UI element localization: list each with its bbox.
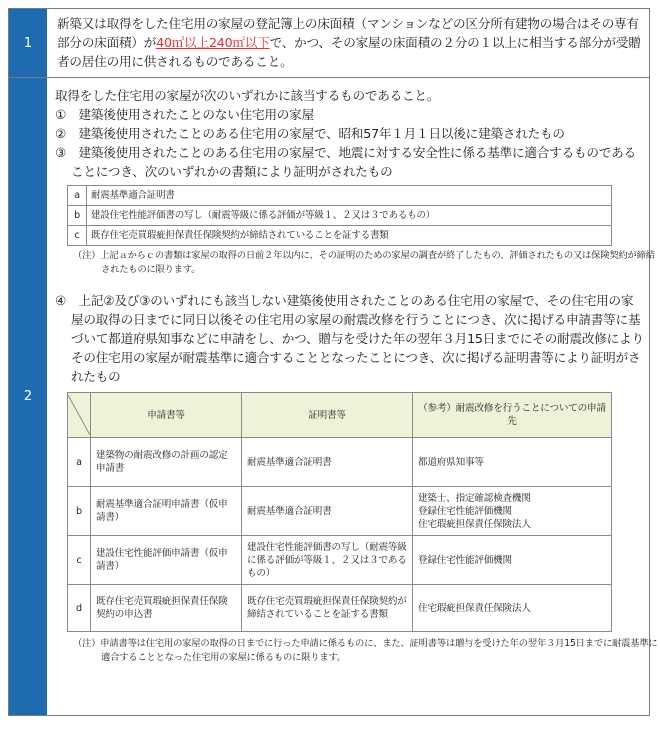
row-label: c [68,536,91,585]
application-table [67,392,612,632]
text-part: 新築又は取得をした住宅用の家屋の登記簿上の床面積（マンションなどの区分所有建物の場合はその専有部分の床面積）が [57,16,639,50]
item-1: ① 建築後使用されたことのない住宅用の家屋 [55,107,314,122]
column-header: 証明書等 [242,393,413,438]
row-2-content [55,86,658,665]
item-4: ④ 上記②及び③のいずれにも該当しない建築後使用されたことのある住宅用の家屋で、その住宅用の家屋の取得の日までに同日以後その住宅用の家屋の耐震改修を行うことにつき、次に掲げる申請書等に基づいて都道府県知事などに申請をし、かつ、贈与を受けた年の翌年３月15日までにその耐震改修によりその住宅用の家屋が耐震基準に適合することとなったことにつき、次に掲げる証明書等により証明がされたもの [55,293,644,384]
table-row [68,206,612,226]
cell: 耐震基準適合証明書 [242,438,413,487]
cell: 耐震基準適合証明書 [242,487,413,536]
table-row [68,186,612,206]
requirement-row-1 [9,9,649,78]
row-label: b [68,206,87,226]
cell: 耐震基準適合証明申請書（仮申請書） [91,487,242,536]
requirement-row-2 [9,78,658,715]
cell: 建築士、指定確認検査機関 登録住宅性能評価機関 住宅瑕疵担保責任保険法人 [413,487,612,536]
row-label: c [68,226,87,246]
table-row [68,226,612,246]
cell: 住宅瑕疵担保責任保険法人 [413,585,612,632]
cell: 建築物の耐震改修の計画の認定申請書 [91,438,242,487]
cell: 既存住宅売買瑕疵担保責任保険契約の申込書 [91,585,242,632]
note-1: （注）上記ａからｃの書類は家屋の取得の日前２年以内に、その証明のための家屋の調査が終了したもの、評価されたもの又は保険契約が締結されたものに限ります。 [73,250,655,275]
table-row [68,487,612,536]
table-header-row [68,393,612,438]
column-header: 申請書等 [91,393,242,438]
cell: 都道府県知事等 [413,438,612,487]
diagonal-corner-cell [68,393,91,438]
table-row [68,536,612,585]
table-row [68,438,612,487]
cell: 登録住宅性能評価機関 [413,536,612,585]
intro-text: 取得をした住宅用の家屋が次のいずれかに該当するものであること。 [55,88,440,103]
note-2: （注）申請書等は住宅用の家屋の取得の日までに行った申請に係るものに、また、証明書等は贈与を受けた年の翌年３月15日までに耐震基準に適合することとなった住宅用の家屋に係るものに限ります。 [73,638,658,663]
cell: 建設住宅性能評価書の写し（耐震等級に係る評価が等級１、２又は３であるもの） [242,536,413,585]
row-number: 2 [9,78,47,715]
row-label: a [68,186,87,206]
column-header: （参考）耐震改修を行うことについての申請先 [413,393,612,438]
cell: 建設住宅性能評価申請書（仮申請書） [91,536,242,585]
certificate-table [67,185,612,246]
row-1-text [57,14,643,71]
row-label: b [68,487,91,536]
requirements-table [8,8,658,716]
row-label: d [68,585,91,632]
item-2: ② 建築後使用されたことのある住宅用の家屋で、昭和57年１月１日以後に建築されたもの [55,126,565,141]
item-3: ③ 建築後使用されたことのある住宅用の家屋で、地震に対する安全性に係る基準に適合するものであることにつき、次のいずれかの書類により証明がされたもの [55,145,636,179]
row-text: 耐震基準適合証明書 [87,186,612,206]
row-text: 建設住宅性能評価書の写し（耐震等級に係る評価が等級１、２又は３であるもの） [87,206,612,226]
row-number: 1 [9,9,47,77]
table-row [68,585,612,632]
cell: 既存住宅売買瑕疵担保責任保険契約が締結されていることを証する書類 [242,585,413,632]
row-label: a [68,438,91,487]
floor-area-highlight: 40㎡以上240㎡以下 [156,35,270,50]
text-part: で、かつ、その家屋の床面積の２分の１以上に相当する部分が受贈者の居住の用に供されるものであること。 [57,35,641,69]
row-text: 既存住宅売買瑕疵担保責任保険契約が締結されていることを証する書類 [87,226,612,246]
